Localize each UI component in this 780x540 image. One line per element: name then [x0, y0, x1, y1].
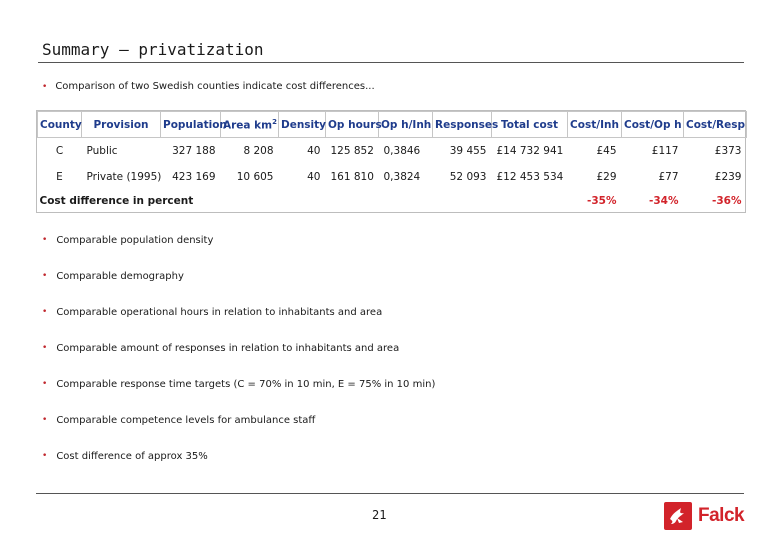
table-cell: Public	[86, 144, 118, 157]
superscript: 2	[272, 117, 277, 126]
table-cell: £12 453 534	[496, 170, 564, 183]
col-header-area	[221, 112, 279, 138]
list-item-text: Comparable response time targets (C = 70% in 10 min, E = 75% in 10 min)	[56, 378, 436, 390]
list-item-text: Comparable population density	[56, 234, 214, 246]
bullet-icon: •	[42, 415, 48, 425]
list-item	[42, 234, 435, 246]
table-cell: 0,3824	[383, 170, 421, 183]
list-item	[42, 414, 435, 426]
table-cell: 161 810	[330, 170, 374, 183]
bullet-icon: •	[42, 379, 48, 389]
falck-wordmark: Falck	[698, 505, 745, 526]
list-item-text: Comparable operational hours in relation to inhabitants and area	[56, 306, 383, 318]
table-cell: £373	[714, 144, 742, 157]
list-item	[42, 342, 435, 354]
table-cell: 52 093	[449, 170, 487, 183]
col-header: Op h/Inh	[379, 112, 433, 138]
list-item-text: Comparable amount of responses in relation to inhabitants and area	[56, 342, 400, 354]
col-header: Responses	[433, 112, 492, 138]
bullet-icon: •	[42, 307, 48, 317]
table-cell: £29	[596, 170, 617, 183]
bullet-icon: •	[42, 451, 48, 461]
table-cell: £14 732 941	[496, 144, 564, 157]
falck-bird-icon	[664, 502, 692, 530]
list-item-text: Comparable demography	[56, 270, 184, 282]
col-header: Area km	[223, 119, 273, 132]
intro-line	[42, 81, 375, 92]
cost-difference-value: -34%	[649, 195, 679, 207]
title-divider	[38, 62, 744, 63]
bullet-icon: •	[42, 343, 48, 353]
table-cell: 39 455	[449, 144, 487, 157]
findings-list	[42, 234, 435, 486]
cost-difference-value: -35%	[587, 195, 617, 207]
table-cell: 8 208	[243, 144, 274, 157]
table-cell: £45	[596, 144, 617, 157]
table-cell: 40	[307, 170, 321, 183]
cost-difference-row	[38, 190, 747, 213]
table-cell: 0,3846	[383, 144, 421, 157]
falck-logo	[664, 502, 744, 530]
list-item	[42, 270, 435, 282]
col-header: County	[38, 112, 82, 138]
table-cell: 40	[307, 144, 321, 157]
table-cell: £77	[658, 170, 679, 183]
table-cell: Private (1995)	[86, 170, 162, 183]
page-title: Summary – privatization	[42, 40, 264, 59]
col-header: Total cost	[492, 112, 568, 138]
list-item	[42, 450, 435, 462]
col-header: Density	[279, 112, 326, 138]
list-item	[42, 378, 435, 390]
page-number: 21	[372, 508, 387, 522]
list-item	[42, 306, 435, 318]
col-header: Provision	[82, 112, 161, 138]
comparison-table	[36, 110, 746, 213]
col-header: Population	[161, 112, 221, 138]
table-cell: 423 169	[172, 170, 216, 183]
cost-difference-value: -36%	[712, 195, 742, 207]
col-header: Cost/Op h	[622, 112, 684, 138]
bullet-icon: •	[42, 271, 48, 281]
list-item-text: Comparable competence levels for ambulance staff	[56, 414, 316, 426]
table-cell: 10 605	[236, 170, 274, 183]
col-header: Cost/Inh	[568, 112, 622, 138]
table-cell: E	[56, 170, 63, 183]
intro-text: Comparison of two Swedish counties indicate cost differences...	[55, 81, 375, 92]
table-header-row	[38, 112, 747, 138]
cost-difference-label: Cost difference in percent	[39, 195, 194, 207]
list-item-text: Cost difference of approx 35%	[56, 450, 208, 462]
col-header: Op hours	[326, 112, 379, 138]
footer-divider	[36, 493, 744, 494]
bullet-icon: •	[42, 81, 48, 92]
table-cell: £239	[714, 170, 742, 183]
table-cell: 327 188	[172, 144, 216, 157]
table-cell: 125 852	[330, 144, 374, 157]
table-cell: £117	[651, 144, 679, 157]
table-row	[38, 164, 747, 190]
bullet-icon: •	[42, 235, 48, 245]
col-header: Cost/Resp	[684, 112, 747, 138]
table-row	[38, 138, 747, 164]
table-cell: C	[55, 144, 64, 157]
